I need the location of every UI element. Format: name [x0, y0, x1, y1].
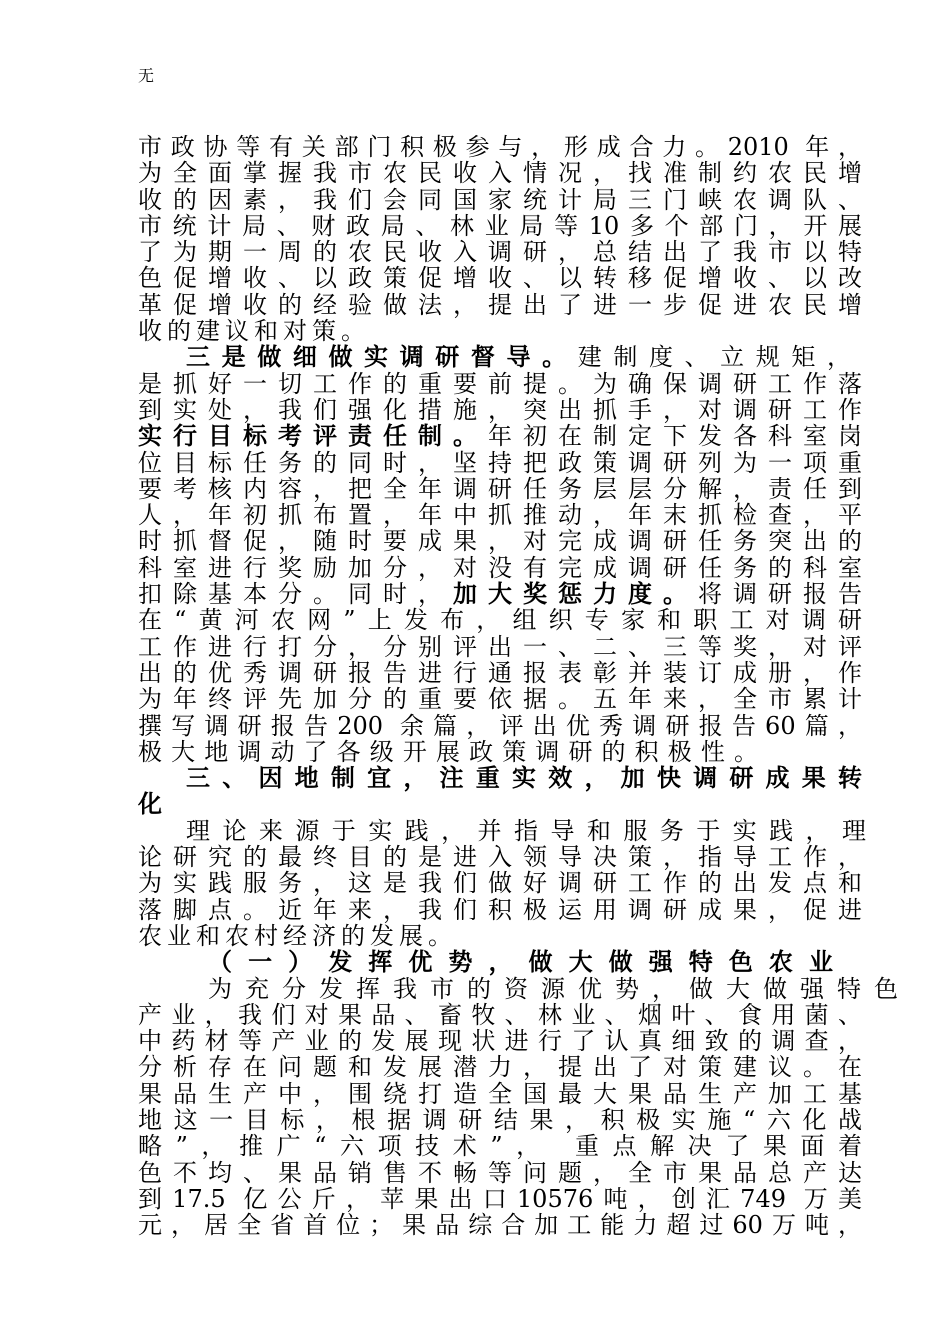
text-line: 色不均、果品销售不畅等问题，全市果品总产达: [138, 1158, 862, 1187]
text-line: 出的优秀调研报告进行通报表彰并装订成册，作: [138, 658, 862, 687]
text-line: 化: [138, 789, 167, 819]
text-line: 极大地调动了各级开展政策调研的积极性。: [138, 737, 758, 766]
text-line: 撰写调研报告200 余篇，评出优秀调研报告60篇，: [138, 711, 862, 740]
text-line: 农业和农村经济的发展。: [138, 921, 457, 950]
text-line: 为实践服务，这是我们做好调研工作的出发点和: [138, 869, 862, 898]
text-line: 理论来源于实践，并指导和服务于实践，理: [186, 816, 866, 845]
bold-phrase: 三是做细做实调研督导。: [186, 342, 578, 372]
text-line: [138, 423, 862, 449]
text-line: 了为期一周的农民收入调研，总结出了我市以特: [138, 238, 862, 267]
text-line: 中药材等产业的发展现状进行了认真细致的调查，: [138, 1027, 862, 1056]
bold-phrase: 实行目标考评责任制。: [138, 421, 488, 451]
text-line: 果品生产中，围绕打造全国最大果品生产加工基: [138, 1079, 862, 1108]
text-line: 地这一目标，根据调研结果，积极实施“六化战: [138, 1105, 862, 1134]
text-line: （一）发挥优势，做大做强特色农业: [208, 947, 833, 977]
text-line: 收的因素，我们会同国家统计局三门峡农调队、: [138, 185, 862, 214]
text-line: 到实处，我们强化措施，突出抓手，对调研工作: [138, 395, 862, 424]
page-header-mark: 无: [138, 66, 155, 85]
text-line: 为充分发挥我市的资源优势，做大做强特色: [208, 974, 898, 1003]
bold-phrase: 加大奖惩力度。: [453, 579, 698, 609]
text-span: 将调研报告: [698, 580, 862, 609]
text-line: 市统计局、财政局、林业局等10多个部门，开展: [138, 211, 862, 240]
text-line: 革促增收的经验做法，提出了进一步促进农民增: [138, 290, 862, 319]
text-line: 科室进行奖励加分，对没有完成调研任务的科室: [138, 553, 862, 582]
text-line: 产业，我们对果品、畜牧、林业、烟叶、食用菌、: [138, 1000, 862, 1029]
text-line: 略”，推广“六项技术”， 重点解决了果面着: [138, 1132, 862, 1161]
text-span: 建制度、立规矩，: [577, 343, 852, 372]
text-line: 是抓好一切工作的重要前提。为确保调研工作落: [138, 369, 862, 398]
text-span: 年初在制定下发各科室岗: [488, 422, 862, 451]
text-line: 到17.5 亿公斤，苹果出口10576吨，创汇749 万美: [138, 1184, 862, 1213]
text-line: 收的建议和对策。: [138, 317, 370, 346]
text-line: 位目标任务的同时，坚持把政策调研列为一项重: [138, 448, 862, 477]
text-line: 工作进行打分，分别评出一、二、三等奖，对评: [138, 632, 862, 661]
text-line: 色促增收、以政策促增收、以转移促增收、以改: [138, 264, 862, 293]
text-line: 元，居全省首位；果品综合加工能力超过60万吨，: [138, 1211, 862, 1240]
text-line: 三、因地制宜，注重实效，加快调研成果转: [186, 763, 862, 793]
text-line: 要考核内容，把全年调研任务层层分解，责任到: [138, 474, 862, 503]
text-line: 人，年初抓布置，年中抓推动，年末抓检查，平: [138, 501, 862, 530]
text-line: 论研究的最终目的是进入领导决策，指导工作，: [138, 843, 862, 872]
text-line: 分析存在问题和发展潜力，提出了对策建议。在: [138, 1053, 862, 1082]
text-line: 市政协等有关部门积极参与，形成合力。2010 年，: [138, 133, 862, 161]
text-line: [138, 581, 862, 607]
text-line: 落脚点。近年来，我们积极运用调研成果，促进: [138, 895, 862, 924]
document-body: [138, 133, 898, 1240]
text-line: 在“黄河农网”上发布，组织专家和职工对调研: [138, 606, 862, 635]
text-line: 为全面掌握我市农民收入情况，找准制约农民增: [138, 159, 862, 188]
text-line: 为年终评先加分的重要依据。五年来，全市累计: [138, 685, 862, 714]
text-line: [138, 344, 851, 370]
text-span: 扣除基本分。同时，: [138, 580, 453, 609]
text-line: 时抓督促，随时要成果，对完成调研任务突出的: [138, 527, 862, 556]
